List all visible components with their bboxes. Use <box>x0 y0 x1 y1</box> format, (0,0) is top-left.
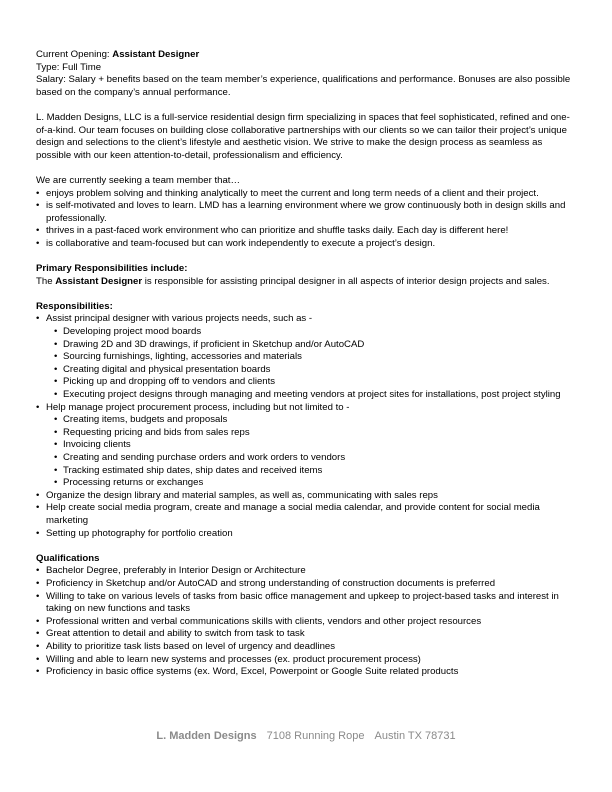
bullet-icon: • <box>36 401 40 413</box>
bullet-icon: • <box>36 225 40 237</box>
list-item: • Great attention to detail and ability to switch from task to task <box>36 628 305 640</box>
bullet-icon: • <box>54 477 58 489</box>
bullet-icon: • <box>36 527 40 539</box>
bullet-icon: • <box>36 502 40 514</box>
bullet-icon: • <box>36 187 40 199</box>
bullet-icon: • <box>36 628 40 640</box>
list-item: • Professional written and verbal communications skills with clients, vendors and other project resources <box>36 615 482 627</box>
footer-street: 7108 Running Rope <box>266 730 365 742</box>
company-about: L. Madden Designs, LLC is a full-service residential design firm specializing in spaces that feel sophisticated, refined and one-of-a-kind. Our team focuses on building close collaborative partnerships with our clients so we can tailor their project’s unique design and selections to the client’s lifestyle and aesthetic vision. We strive to make the design process as seamless as possible with our keen attention-to-detail, professionalism and efficiency. <box>36 111 570 161</box>
opening-line <box>36 49 580 62</box>
list-item: • Willing to take on various levels of tasks from basic office management and upkeep to project-based tasks and interest in taking on new functions and tasks <box>36 590 559 615</box>
list-item: • is self-motivated and loves to learn. LMD has a learning environment where we grow continuously both in design skills and professionally. <box>36 200 566 224</box>
bullet-icon: • <box>36 565 40 577</box>
list-item: • Tracking estimated ship dates, ship dates and received items <box>54 464 323 476</box>
list-item: • Bachelor Degree, preferably in Interior Design or Architecture <box>36 565 306 577</box>
bullet-icon: • <box>54 426 58 438</box>
qualifications-heading: Qualifications <box>36 552 100 564</box>
list-item: • Developing project mood boards <box>54 326 202 338</box>
list-item: • Sourcing furnishings, lighting, accessories and materials <box>54 351 302 363</box>
bullet-icon: • <box>54 439 58 451</box>
list-item: • Invoicing clients <box>54 439 131 451</box>
bullet-icon: • <box>54 363 58 375</box>
list-item: • Executing project designs through managing and meeting vendors at project sites for installations, post project styling <box>54 389 561 401</box>
responsibilities-list <box>36 313 580 540</box>
primary-text: The Assistant Designer is responsible for assisting principal designer in all aspects of interior design projects and sales. <box>36 275 550 287</box>
bullet-icon: • <box>36 577 40 589</box>
list-item: • Ability to prioritize task lists based on level of urgency and deadlines <box>36 640 336 652</box>
bullet-icon: • <box>54 338 58 350</box>
list-item: • Setting up photography for portfolio creation <box>36 527 233 539</box>
bullet-icon: • <box>54 464 58 476</box>
list-item: • thrives in a past-faced work environment who can prioritize and shuffle tasks daily. Each day is different here! <box>36 225 509 237</box>
footer-company: L. Madden Designs <box>156 730 257 742</box>
bullet-icon: • <box>36 489 40 501</box>
footer-city: Austin TX 78731 <box>374 730 456 742</box>
footer-address <box>0 729 612 743</box>
bullet-icon: • <box>36 666 40 678</box>
bullet-icon: • <box>36 640 40 652</box>
bullet-icon: • <box>36 615 40 627</box>
list-item: • enjoys problem solving and thinking analytically to meet the current and long term needs of a client and their project. <box>36 187 539 199</box>
list-item: • Willing and able to learn new systems and processes (ex. product procurement process) <box>36 653 421 665</box>
job-type: Type: Full Time <box>36 61 102 73</box>
list-item: • Proficiency in Sketchup and/or AutoCAD and strong understanding of construction documents is preferred <box>36 577 496 589</box>
list-item: • Creating items, budgets and proposals <box>54 414 228 426</box>
bullet-icon: • <box>36 200 40 212</box>
bullet-icon: • <box>36 653 40 665</box>
list-item: • Creating and sending purchase orders and work orders to vendors <box>54 452 346 463</box>
list-item: • Creating digital and physical presentation boards <box>54 363 271 375</box>
list-item: • Assist principal designer with various projects needs, such as - <box>36 313 313 325</box>
bullet-icon: • <box>54 452 58 463</box>
list-item: • is collaborative and team-focused but can work independently to execute a project’s design. <box>36 237 436 249</box>
list-item: • Requesting pricing and bids from sales reps <box>54 426 250 438</box>
bullet-icon: • <box>54 376 58 388</box>
list-item: • Help create social media program, create and manage a social media calendar, and provide content for social media marketing <box>36 502 540 526</box>
bullet-icon: • <box>54 326 58 338</box>
primary-heading: Primary Responsibilities include: <box>36 263 188 275</box>
responsibilities-heading: Responsibilities: <box>36 300 113 312</box>
list-item: • Drawing 2D and 3D drawings, if proficient in Sketchup and/or AutoCAD <box>54 338 365 350</box>
job-title: Assistant Designer <box>112 49 200 60</box>
bullet-icon: • <box>36 313 40 325</box>
bullet-icon: • <box>36 590 40 602</box>
list-item: • Proficiency in basic office systems (ex. Word, Excel, Powerpoint or Google Suite related products <box>36 666 459 678</box>
bullet-icon: • <box>54 414 58 426</box>
salary-text: Salary: Salary + benefits based on the team member’s experience, qualifications and performance. Bonuses are also possible based on the company’s annual performance. <box>36 74 571 98</box>
list-item: • Picking up and dropping off to vendors and clients <box>54 376 276 388</box>
bullet-icon: • <box>54 389 58 401</box>
seeking-intro: We are currently seeking a team member that… <box>36 174 241 186</box>
seeking-list <box>36 188 580 251</box>
job-posting <box>36 49 580 679</box>
list-item: • Processing returns or exchanges <box>54 477 204 489</box>
bullet-icon: • <box>54 351 58 363</box>
list-item: • Organize the design library and material samples, as well as, communicating with sales reps <box>36 489 438 501</box>
list-item: • Help manage project procurement process, including but not limited to - <box>36 401 350 413</box>
qualifications-list <box>36 565 580 678</box>
opening-label: Current Opening: <box>36 49 113 60</box>
bullet-icon: • <box>36 237 40 249</box>
